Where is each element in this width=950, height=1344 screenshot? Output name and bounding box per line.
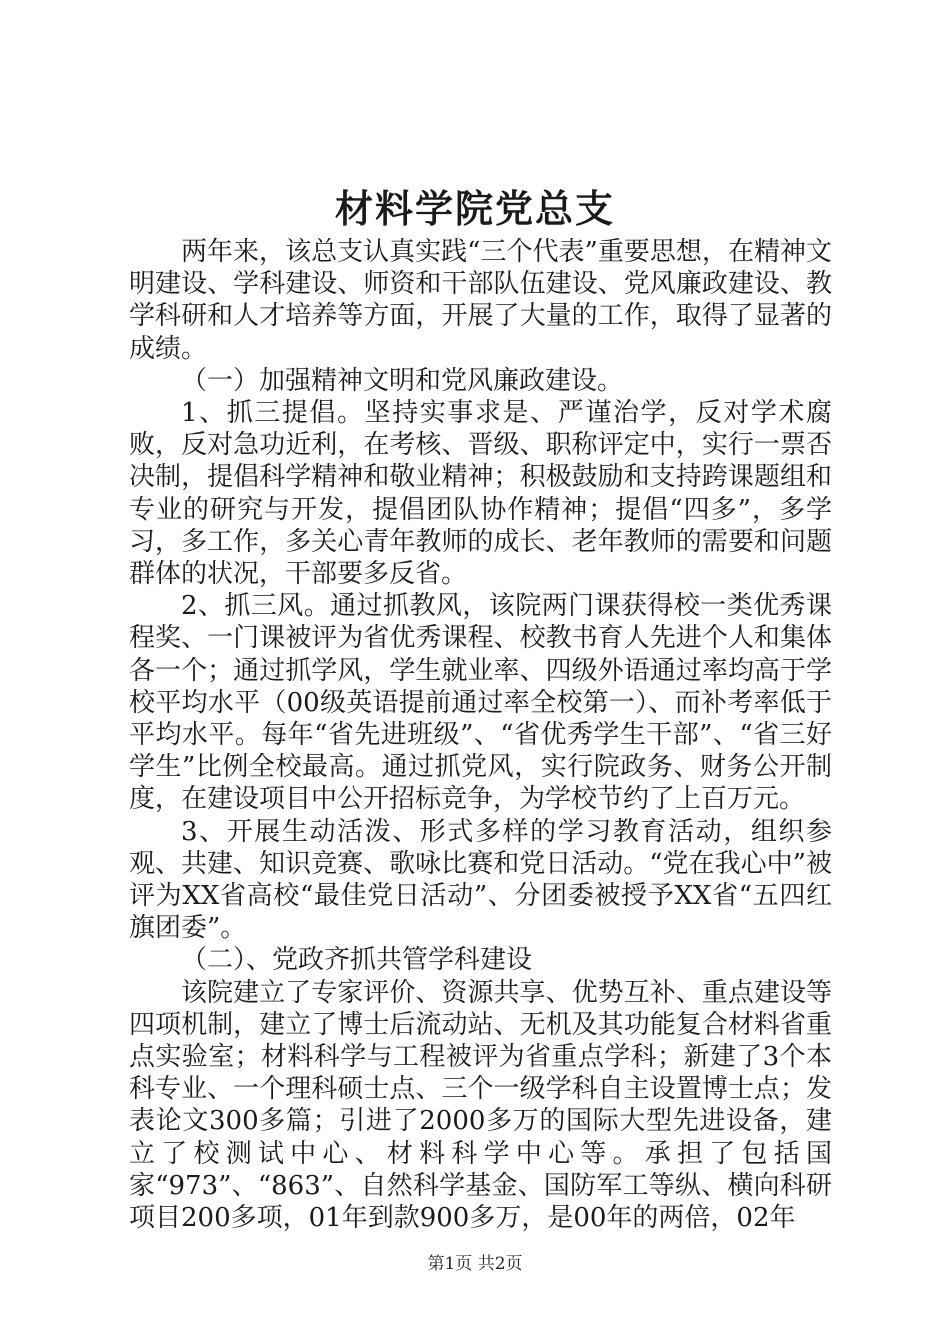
paragraph-intro: 两年来，该总支认真实践“三个代表”重要思想，在精神文明建设、学科建设、师资和干部队伍建设、党风廉政建设、教学科研和人才培养等方面，开展了大量的工作，取得了显著的成绩。: [129, 237, 832, 364]
paragraph-item-2: 2、抓三风。通过抓教风，该院两门课获得校一类优秀课程奖、一门课被评为省优秀课程、校教书育人先进个人和集体各一个；通过抓学风，学生就业率、四级外语通过率均高于学校平均水平（00级英语提前通过率全校第一）、而补考率低于平均水平。每年“省先进班级”、“省优秀学生干部”、“省三好学生”比例全校最高。通过抓党风，实行院政务、财务公开制度，在建设项目中公开招标竞争，为学校节约了上百万元。: [129, 591, 832, 815]
paragraph-item-3: 3、开展生动活泼、形式多样的学习教育活动，组织参观、共建、知识竞赛、歌咏比赛和党日活动。“党在我心中”被评为XX省高校“最佳党日活动”、分团委被授予XX省“五四红旗团委”。: [129, 816, 832, 944]
paragraph-discipline: 该院建立了专家评价、资源共享、优势互补、重点建设等四项机制，建立了博士后流动站、无机及其功能复合材料省重点实验室；材料科学与工程被评为省重点学科；新建了3个本科专业、一个理科硕士点、三个一级学科自主设置博士点；发表论文300多篇；引进了2000多万的国际大型先进设备，建立了校测试中心、材料科学中心等。承担了包括国家“973”、“863”、自然科学基金、国防军工等纵、横向科研项目200多项，01年到款900多万，是00年的两倍，02年: [129, 977, 832, 1234]
paragraph-item-1: 1、抓三提倡。坚持实事求是、严谨治学，反对学术腐败，反对急功近利，在考核、晋级、职称评定中，实行一票否决制，提倡科学精神和敬业精神；积极鼓励和支持跨课题组和专业的研究与开发，提倡团队协作精神；提倡“四多”，多学习，多工作，多关心青年教师的成长、老年教师的需要和问题群体的状况，干部要多反省。: [129, 398, 832, 590]
document-body: [129, 236, 832, 1234]
document-title: 材料学院党总支: [334, 186, 615, 231]
section-heading-1: （一）加强精神文明和党风廉政建设。: [181, 365, 624, 396]
section-heading-2: （二）、党政齐抓共管学科建设: [181, 945, 533, 976]
page-footer: 第1页 共2页: [427, 1254, 523, 1274]
